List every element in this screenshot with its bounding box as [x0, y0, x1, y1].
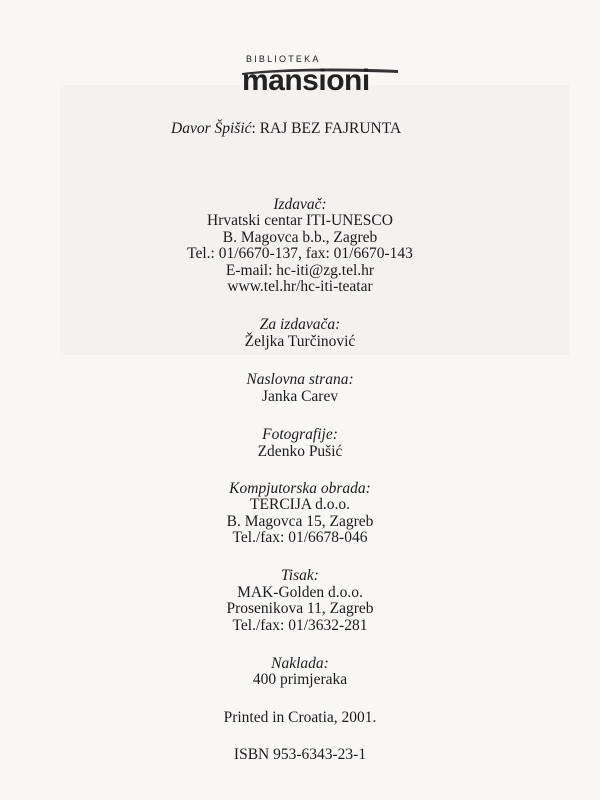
- logo-series-label: BIBLIOTEKA: [246, 54, 321, 64]
- author-name: Davor Špišić: [171, 120, 252, 137]
- edition-count: 400 primjeraka: [252, 671, 348, 688]
- book-title: RAJ BEZ FAJRUNTA: [259, 120, 402, 137]
- photographer: Zdenko Pušić: [257, 443, 343, 460]
- print-company: MAK-Golden d.o.o.: [237, 584, 363, 601]
- cover-artist: Janka Carev: [261, 388, 339, 405]
- publisher-name: Hrvatski centar ITI-UNESCO: [207, 212, 393, 229]
- photos-label: Fotografije:: [262, 426, 338, 443]
- for-publisher-name: Željka Turčinović: [244, 333, 356, 350]
- typesetting-label: Kompjutorska obrada:: [229, 480, 371, 497]
- isbn: ISBN 953-6343-23-1: [233, 746, 367, 763]
- publisher-email: E-mail: hc-iti@zg.tel.hr: [225, 262, 375, 279]
- typesetting-phone: Tel./fax: 01/6678-046: [232, 529, 368, 546]
- print-address: Prosenikova 11, Zagreb: [226, 600, 374, 617]
- book-title-line: Davor Špišić: RAJ BEZ FAJRUNTA: [171, 120, 402, 137]
- printed-in: Printed in Croatia, 2001.: [223, 709, 377, 726]
- publisher-label: Izdavač:: [273, 196, 327, 213]
- publisher-address: B. Magovca b.b., Zagreb: [222, 229, 378, 246]
- mansioni-logo: [240, 54, 400, 100]
- edition-label: Naklada:: [271, 655, 329, 672]
- typesetting-address: B. Magovca 15, Zagreb: [226, 513, 374, 530]
- publisher-phone: Tel.: 01/6670-137, fax: 01/6670-143: [187, 245, 413, 262]
- for-publisher-label: Za izdavača:: [259, 316, 341, 333]
- logo-name: mansioni: [242, 64, 370, 97]
- publisher-website: www.tel.hr/hc-iti-teatar: [227, 278, 373, 295]
- typesetting-company: TERCIJA d.o.o.: [250, 496, 350, 513]
- print-label: Tisak:: [281, 567, 319, 584]
- cover-label: Naslovna strana:: [246, 371, 354, 388]
- print-phone: Tel./fax: 01/3632-281: [232, 617, 368, 634]
